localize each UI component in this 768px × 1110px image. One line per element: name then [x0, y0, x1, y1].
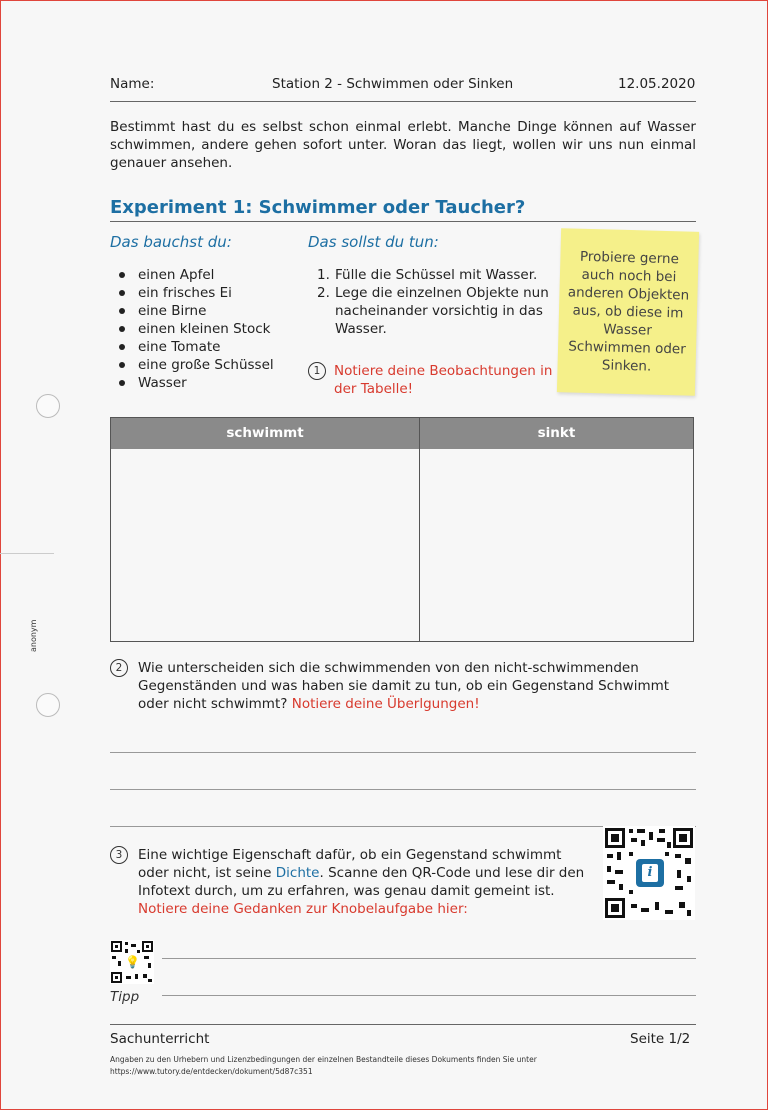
task2-instruction: Notiere deine Überlgungen!	[291, 696, 480, 712]
list-item: eine Tomate	[110, 338, 274, 356]
table-cell-sinkt[interactable]	[420, 449, 693, 641]
dichte-link[interactable]: Dichte	[275, 865, 320, 881]
footer-divider	[110, 1024, 696, 1025]
step-text: Fülle die Schüssel mit Wasser.	[335, 267, 538, 283]
task2-number: 2	[110, 659, 128, 677]
footer-subject: Sachunterricht	[110, 1031, 210, 1047]
materials-heading: Das bauchst du:	[110, 233, 232, 251]
task1	[308, 362, 554, 398]
answer-line[interactable]	[110, 789, 696, 790]
sticky-note	[557, 228, 699, 396]
list-item: einen kleinen Stock	[110, 320, 274, 338]
info-icon	[636, 859, 664, 887]
info-badge: i	[642, 864, 658, 882]
fold-mark	[0, 553, 54, 554]
list-item: einen Apfel	[110, 266, 274, 284]
task1-number: 1	[308, 362, 326, 380]
header-divider	[110, 101, 696, 102]
task2-text: Wie unterscheiden sich die schwimmenden von den nicht-schwimmenden Gegenständen und was haben sie damit zu tun, ob ein Gegenstand Schwimmt oder nicht schwimmt?	[138, 660, 670, 712]
table-header-sinkt: sinkt	[537, 425, 576, 441]
step-item	[317, 266, 549, 284]
observation-table	[110, 417, 694, 642]
name-label: Name:	[110, 76, 155, 92]
step-number: 2.	[317, 285, 330, 301]
qr-code-infotext[interactable]	[603, 826, 695, 920]
task3	[110, 846, 586, 918]
experiment-divider	[110, 221, 696, 222]
answer-line[interactable]	[110, 752, 696, 753]
step-text: Lege die einzelnen Objekte nun nacheinander vorsichtig in das Wasser.	[335, 285, 549, 337]
step-number: 1.	[317, 267, 330, 283]
table-header	[111, 418, 693, 449]
answer-line[interactable]	[162, 958, 696, 959]
punch-hole-bottom	[36, 693, 60, 717]
footer-page-number: Seite 1/2	[630, 1031, 691, 1047]
list-item: eine große Schüssel	[110, 356, 274, 374]
task2	[110, 659, 696, 713]
list-item: Wasser	[110, 374, 274, 392]
task1-instruction: Notiere deine Beobachtungen in der Tabelle!	[334, 363, 553, 397]
task3-text-b: . Scanne den QR-Code und lese dir den Infotext durch, um zu erfahren, was genau damit gemeint ist.	[138, 865, 585, 899]
license-text: Angaben zu den Urhebern und Lizenzbedingungen der einzelnen Bestandteile dieses Dokuments finden Sie unter	[110, 1055, 537, 1064]
experiment-title: Experiment 1: Schwimmer oder Taucher?	[110, 197, 526, 218]
list-item: eine Birne	[110, 302, 274, 320]
table-cell-schwimmt[interactable]	[111, 449, 419, 641]
materials-list	[110, 266, 274, 392]
sidebar-label: anonym	[29, 619, 38, 652]
steps-list	[317, 266, 549, 338]
sticky-note-text: Probiere gerne auch noch bei anderen Objekten aus, ob diese im Wasser Schwimmen oder Sinken.	[567, 248, 690, 375]
lightbulb-icon: 💡	[125, 955, 140, 969]
qr-code-tipp[interactable]	[110, 940, 154, 984]
step-item	[317, 284, 549, 338]
task3-text-a: Eine wichtige Eigenschaft dafür, ob ein Gegenstand schwimmt oder nicht, ist seine	[138, 847, 562, 881]
table-header-schwimmt: schwimmt	[226, 425, 304, 441]
punch-hole-top	[36, 394, 60, 418]
page-title: Station 2 - Schwimmen oder Sinken	[272, 76, 514, 92]
tipp-label: Tipp	[110, 989, 140, 1005]
intro-text: Bestimmt hast du es selbst schon einmal erlebt. Manche Dinge können auf Wasser schwimmen, andere gehen sofort unter. Woran das liegt, wollen wir uns nun einmal genauer ansehen.	[110, 119, 696, 171]
footer-license	[110, 1054, 537, 1078]
steps-heading: Das sollst du tun:	[308, 233, 439, 251]
list-item: ein frisches Ei	[110, 284, 274, 302]
answer-line[interactable]	[162, 995, 696, 996]
task3-instruction: Notiere deine Gedanken zur Knobelaufgabe hier:	[138, 901, 468, 917]
task3-number: 3	[110, 846, 128, 864]
header-date: 12.05.2020	[618, 76, 696, 92]
license-url[interactable]: https://www.tutory.de/entdecken/dokument/5d87c351	[110, 1067, 313, 1076]
